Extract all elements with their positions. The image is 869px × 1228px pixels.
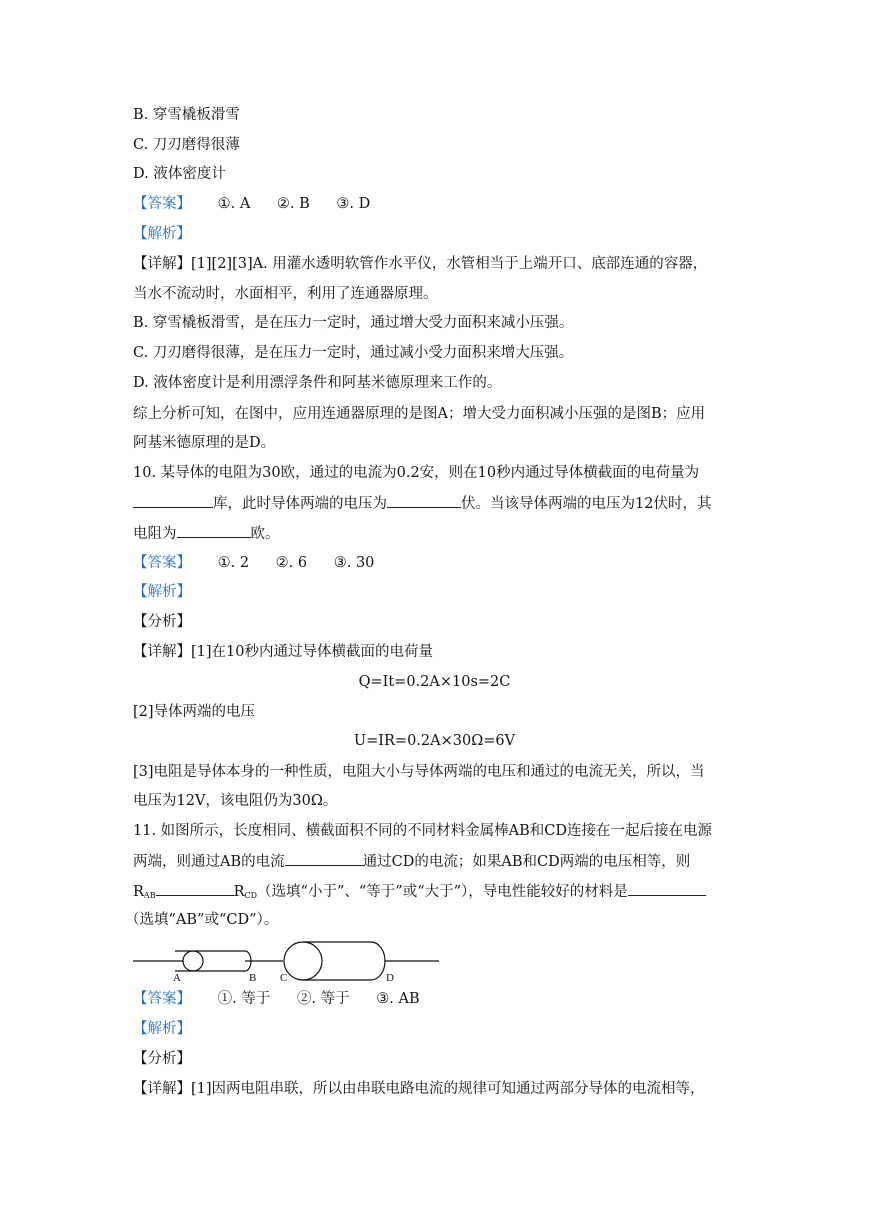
answer-item: ②. 6 [275,555,308,571]
q10-stem-line: 10. 某导体的电阻为30欧，通过的电流为0.2安，则在10秒内通过导体横截面的电荷量为 [133,465,700,481]
answer-blank [177,523,251,538]
conductor-figure [133,935,443,985]
answer-item: ①. 等于 [217,991,271,1007]
answer-item: ①. 2 [217,555,250,571]
q9-option-d: D. 液体密度计 [133,166,226,182]
answer-tag: 【答案】 [133,991,191,1007]
q11-analysis-tag: 【解析】 [133,1021,191,1037]
answer-blank [156,881,234,896]
q10-detail-line: [2]导体两端的电压 [133,704,256,720]
q11-stem-line: 11. 如图所示，长度相同、横截面积不同的不同材料金属棒AB和CD连接在一起后接在电源 [133,823,713,839]
label-b: B [249,972,257,984]
answer-item: ①. A [217,196,251,212]
r-symbol: $R_{AB}$ [133,884,156,900]
answer-blank [133,493,213,508]
q9-detail-b: B. 穿雪橇板滑雪，是在压力一定时，通过增大受力面积来减小压强。 [133,315,574,331]
answer-blank [285,851,363,866]
label-c: C [280,972,288,984]
q10-formula: U=IR=0.2A×30Ω=6V [353,733,516,749]
rod-cd-end [284,942,322,980]
q11-stem-line [133,881,706,906]
answer-blank [628,881,706,896]
q10-analysis-tag: 【解析】 [133,584,191,600]
r-symbol: $R_{CD}$ [233,884,258,900]
q10-stem-line [133,523,280,544]
rod-ab-end [183,951,203,971]
answer-tag: 【答案】 [133,555,191,571]
answer-item: ②. B [276,196,310,212]
q10-stem-line [133,493,711,514]
answer-item: ③. D [336,196,371,212]
stem-text: （选填“小于”、“等于”或“大于”），导电性能较好的材料是 [257,884,628,900]
q9-detail-line: 当水不流动时，水面相平，利用了连通器原理。 [133,286,438,302]
stem-text: 欧。 [250,526,280,542]
stem-text: 电阻为 [133,526,177,542]
q9-analysis-tag: 【解析】 [133,226,191,242]
stem-text: 库，此时导体两端的电压为 [213,496,387,512]
q10-detail-line: [3]电阻是导体本身的一种性质，电阻大小与导体两端的电压和通过的电流无关，所以，当 [133,764,705,780]
q10-detail-line: 【详解】[1]在10秒内通过导体横截面的电荷量 [133,644,433,660]
q11-stem-line: （选填“AB”或“CD”）。 [125,912,279,928]
rod-cd-cap [371,942,385,980]
q9-answer-line [133,194,370,214]
q10-fenxi-tag: 【分析】 [133,614,191,630]
answer-item: ②. 等于 [296,991,350,1007]
stem-text: 通过CD的电流；如果AB和CD两端的电压相等，则 [362,854,691,870]
label-a: A [173,972,181,984]
label-d: D [386,972,394,984]
stem-text: 伏。当该导体两端的电压为12伏时，其 [461,496,712,512]
q10-answer-line [133,553,374,573]
q9-option-c: C. 刀刃磨得很薄 [133,137,240,153]
q11-answer-line [133,989,420,1009]
q9-summary-line: 综上分析可知，在图中，应用连通器原理的是图A；增大受力面积减小压强的是图B；应用 [133,406,706,422]
stem-text: 两端，则通过AB的电流 [133,854,285,870]
answer-item: ③. AB [376,991,420,1007]
answer-blank [387,493,461,508]
q9-detail-line: 【详解】[1][2][3]A. 用灌水透明软管作水平仪，水管相当于上端开口、底部连通的容器， [133,256,708,272]
q11-fenxi-tag: 【分析】 [133,1051,191,1067]
q10-formula: Q=It=0.2A×10s=2C [358,674,511,690]
q9-option-b: B. 穿雪橇板滑雪 [133,107,240,123]
q11-stem-line [133,851,690,872]
q11-detail-line: 【详解】[1]因两电阻串联，所以由串联电路电流的规律可知通过两部分导体的电流相等， [133,1081,705,1097]
q9-detail-d: D. 液体密度计是利用漂浮条件和阿基米德原理来工作的。 [133,375,502,391]
answer-item: ③. 30 [333,555,375,571]
q9-detail-c: C. 刀刃磨得很薄，是在压力一定时，通过减小受力面积来增大压强。 [133,345,574,361]
q9-summary-line: 阿基米德原理的是D。 [133,435,276,451]
answer-tag: 【答案】 [133,196,191,212]
q10-detail-line: 电压为12V，该电阻仍为30Ω。 [133,793,338,809]
